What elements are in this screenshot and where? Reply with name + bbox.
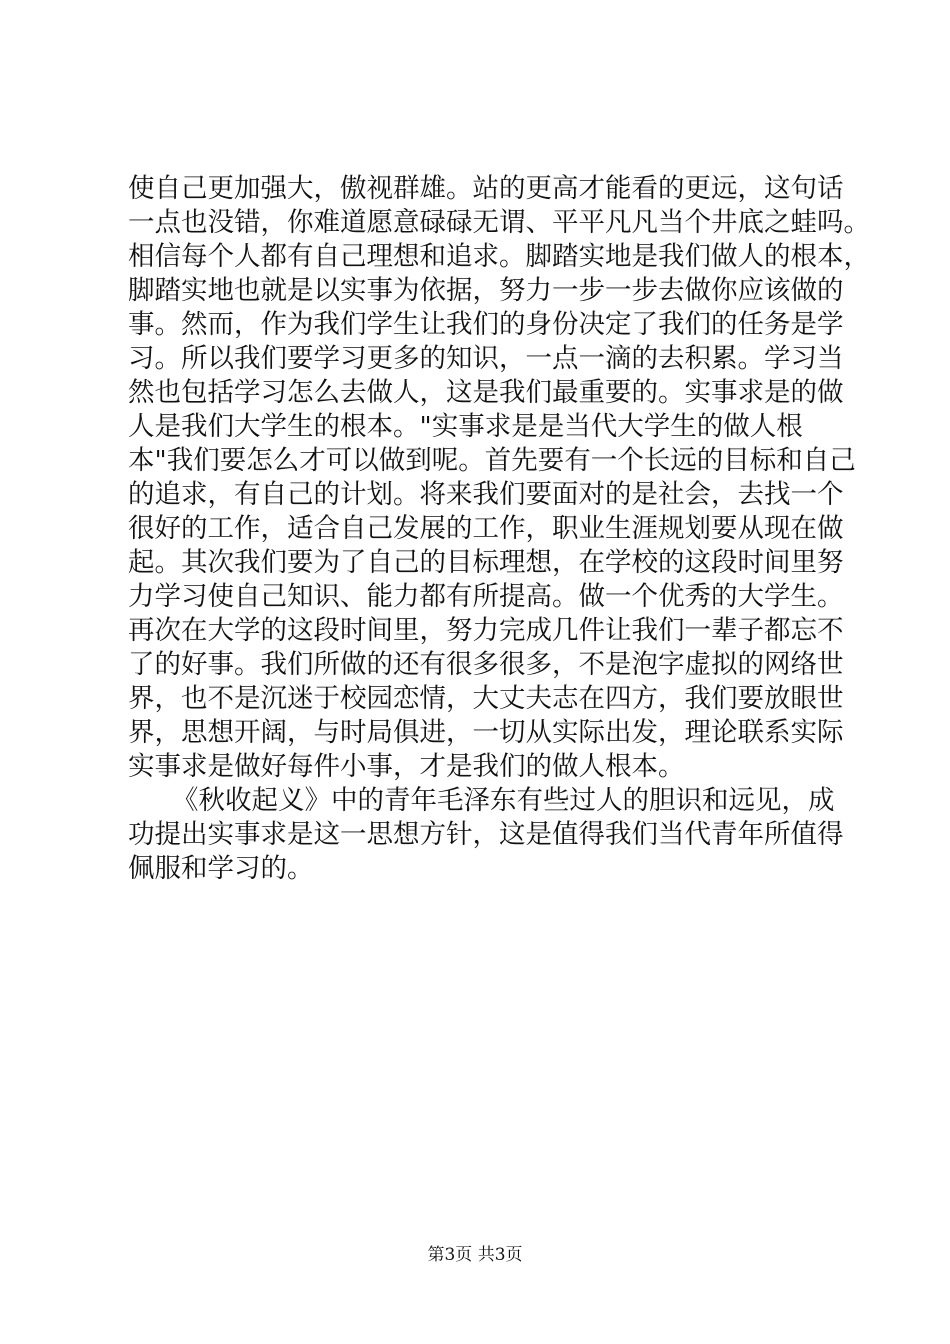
page-number-footer: 第3页 共3页 [427,1245,523,1265]
text-line: 界，也不是沉迷于校园恋情，大丈夫志在四方，我们要放眼世 [128,683,844,714]
text-line: 功提出实事求是这一思想方针，这是值得我们当代青年所值得 [128,819,844,850]
text-line: 脚踏实地也就是以实事为依据，努力一步一步去做你应该做的 [128,275,844,306]
text-line: 人是我们大学生的根本。"实事求是是当代大学生的做人根 [128,411,803,442]
text-line: 然也包括学习怎么去做人，这是我们最重要的。实事求是的做 [128,377,844,408]
body-text [128,172,870,886]
text-line: 使自己更加强大，傲视群雄。站的更高才能看的更远，这句话 [128,173,844,204]
text-line: 再次在大学的这段时间里，努力完成几件让我们一辈子都忘不 [128,615,844,646]
text-line: 力学习使自己知识、能力都有所提高。做一个优秀的大学生。 [128,581,844,612]
text-line: 了的好事。我们所做的还有很多很多，不是泡字虚拟的网络世 [128,649,844,680]
text-line: 起。其次我们要为了自己的目标理想，在学校的这段时间里努 [128,547,844,578]
text-line: 的追求，有自己的计划。将来我们要面对的是社会，去找一个 [128,479,844,510]
text-line: 本"我们要怎么才可以做到呢。首先要有一个长远的目标和自己 [128,445,856,476]
text-line: 实事求是做好每件小事，才是我们的做人根本。 [128,751,685,782]
text-line: 佩服和学习的。 [128,853,314,884]
text-line: 一点也没错，你难道愿意碌碌无谓、平平凡凡当个井底之蛙吗。 [128,207,870,238]
text-line: 习。所以我们要学习更多的知识，一点一滴的去积累。学习当 [128,343,844,374]
text-line: 事。然而，作为我们学生让我们的身份决定了我们的任务是学 [128,309,844,340]
text-line: 相信每个人都有自己理想和追求。脚踏实地是我们做人的根本， [128,241,870,272]
paragraph-start-line: 《秋收起义》中的青年毛泽东有些过人的胆识和远见，成 [172,785,835,816]
text-line: 界，思想开阔，与时局俱进，一切从实际出发，理论联系实际 [128,717,844,748]
text-line: 很好的工作，适合自己发展的工作，职业生涯规划要从现在做 [128,513,844,544]
